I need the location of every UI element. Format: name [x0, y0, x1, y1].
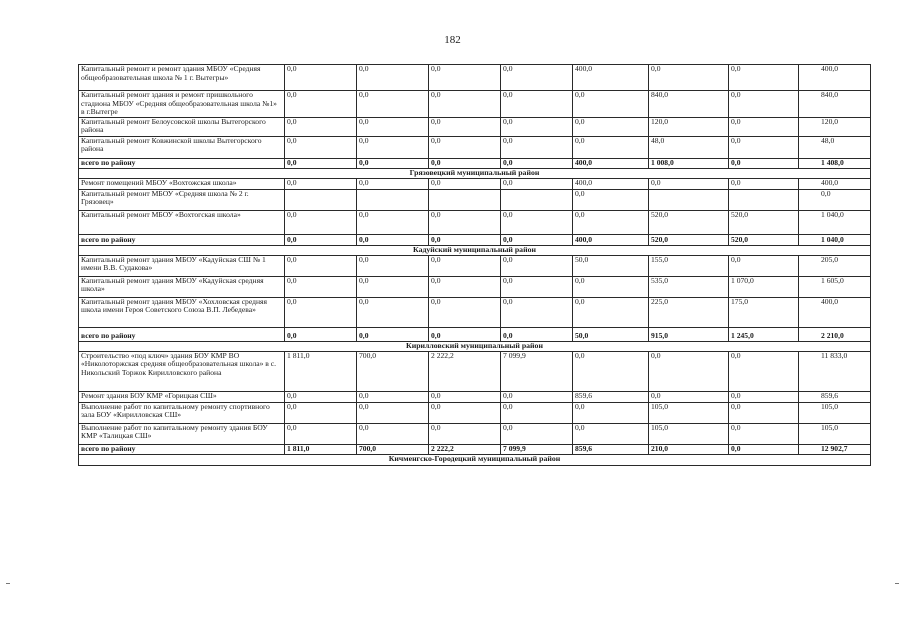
- project-name: Ремонт помещений МБОУ «Вохтожская школа»: [79, 178, 285, 189]
- project-name: Капитальный ремонт здания МБОУ «Хохловская средняя школа имени Героя Советского Союза В.П. Лебедева»: [79, 297, 285, 327]
- value-cell: 0,0: [285, 136, 357, 158]
- value-cell: 0,0: [573, 351, 649, 391]
- value-cell: 0,0: [357, 276, 429, 297]
- total-cell: 120,0: [799, 117, 871, 136]
- value-cell: 0,0: [573, 91, 649, 118]
- value-cell: 0,0: [357, 117, 429, 136]
- value-cell: 0,0: [357, 297, 429, 327]
- total-cell: 205,0: [799, 255, 871, 276]
- value-cell: 0,0: [573, 210, 649, 234]
- value-cell: 0,0: [573, 189, 649, 210]
- total-cell: 0,0: [799, 189, 871, 210]
- total-cell: 1 605,0: [799, 276, 871, 297]
- value-cell: 175,0: [729, 297, 799, 327]
- value-cell: 0,0: [501, 158, 573, 168]
- total-label: всего по району: [79, 234, 285, 245]
- value-cell: 0,0: [285, 297, 357, 327]
- value-cell: 0,0: [357, 158, 429, 168]
- total-cell: 840,0: [799, 91, 871, 118]
- project-name: Капитальный ремонт Ковжинской школы Вытегорского района: [79, 136, 285, 158]
- total-cell: 400,0: [799, 65, 871, 91]
- project-name: Капитальный ремонт МБОУ «Средняя школа № 2 г. Грязовец»: [79, 189, 285, 210]
- value-cell: 0,0: [429, 234, 501, 245]
- value-cell: 520,0: [729, 234, 799, 245]
- district-total-row: [79, 234, 871, 245]
- value-cell: [501, 189, 573, 210]
- value-cell: 0,0: [573, 402, 649, 423]
- total-label: всего по району: [79, 158, 285, 168]
- value-cell: 0,0: [501, 65, 573, 91]
- district-name: Грязовецкий муниципальный район: [79, 168, 871, 178]
- value-cell: 0,0: [573, 276, 649, 297]
- value-cell: 50,0: [573, 255, 649, 276]
- value-cell: 0,0: [357, 136, 429, 158]
- value-cell: 0,0: [429, 402, 501, 423]
- value-cell: 0,0: [429, 255, 501, 276]
- total-cell: 859,6: [799, 391, 871, 402]
- district-header-row: [79, 245, 871, 255]
- value-cell: 7 099,9: [501, 351, 573, 391]
- value-cell: 0,0: [649, 391, 729, 402]
- page-number: 182: [444, 34, 461, 46]
- value-cell: 0,0: [501, 297, 573, 327]
- value-cell: 0,0: [285, 210, 357, 234]
- value-cell: 1 245,0: [729, 327, 799, 341]
- district-header-row: [79, 341, 871, 351]
- scan-mark: [895, 583, 899, 584]
- district-name: Кирилловский муниципальный район: [79, 341, 871, 351]
- total-label: всего по району: [79, 444, 285, 454]
- value-cell: 0,0: [429, 297, 501, 327]
- value-cell: 0,0: [501, 327, 573, 341]
- value-cell: 0,0: [573, 423, 649, 444]
- value-cell: 0,0: [649, 351, 729, 391]
- value-cell: 0,0: [729, 351, 799, 391]
- value-cell: 0,0: [501, 276, 573, 297]
- value-cell: 1 070,0: [729, 276, 799, 297]
- district-total-row: [79, 444, 871, 454]
- project-name: Выполнение работ по капитальному ремонту спортивного зала БОУ «Кирилловская СШ»: [79, 402, 285, 423]
- total-cell: 105,0: [799, 423, 871, 444]
- value-cell: 0,0: [649, 65, 729, 91]
- value-cell: 0,0: [729, 91, 799, 118]
- table-row: [79, 117, 871, 136]
- value-cell: 0,0: [285, 327, 357, 341]
- value-cell: 0,0: [429, 91, 501, 118]
- value-cell: 0,0: [501, 117, 573, 136]
- value-cell: 0,0: [729, 444, 799, 454]
- district-name: Кичменгско-Городецкий муниципальный район: [79, 454, 871, 465]
- value-cell: 105,0: [649, 402, 729, 423]
- value-cell: 0,0: [501, 423, 573, 444]
- value-cell: 48,0: [649, 136, 729, 158]
- value-cell: 0,0: [729, 136, 799, 158]
- project-name: Ремонт здания БОУ КМР «Горицкая СШ»: [79, 391, 285, 402]
- value-cell: 840,0: [649, 91, 729, 118]
- value-cell: 0,0: [729, 178, 799, 189]
- value-cell: 0,0: [357, 210, 429, 234]
- value-cell: 0,0: [285, 234, 357, 245]
- value-cell: [357, 189, 429, 210]
- value-cell: 120,0: [649, 117, 729, 136]
- project-name: Капитальный ремонт здания МБОУ «Кадуйская средняя школа»: [79, 276, 285, 297]
- table-row: [79, 136, 871, 158]
- district-name: Кадуйский муниципальный район: [79, 245, 871, 255]
- value-cell: 0,0: [573, 117, 649, 136]
- value-cell: 0,0: [429, 391, 501, 402]
- table-row: [79, 255, 871, 276]
- total-cell: 48,0: [799, 136, 871, 158]
- value-cell: 0,0: [285, 276, 357, 297]
- table-row: [79, 178, 871, 189]
- value-cell: 0,0: [501, 91, 573, 118]
- district-total-row: [79, 327, 871, 341]
- total-label: всего по району: [79, 327, 285, 341]
- table-row: [79, 391, 871, 402]
- value-cell: 2 222,2: [429, 351, 501, 391]
- value-cell: 2 222,2: [429, 444, 501, 454]
- total-cell: 11 833,0: [799, 351, 871, 391]
- value-cell: 0,0: [357, 423, 429, 444]
- value-cell: 0,0: [573, 297, 649, 327]
- value-cell: 535,0: [649, 276, 729, 297]
- value-cell: 0,0: [501, 136, 573, 158]
- value-cell: 700,0: [357, 444, 429, 454]
- value-cell: 700,0: [357, 351, 429, 391]
- table-row: [79, 423, 871, 444]
- value-cell: 0,0: [285, 158, 357, 168]
- value-cell: 0,0: [429, 117, 501, 136]
- total-cell: 1 040,0: [799, 210, 871, 234]
- value-cell: 1 811,0: [285, 444, 357, 454]
- value-cell: 50,0: [573, 327, 649, 341]
- table-row: [79, 189, 871, 210]
- value-cell: 155,0: [649, 255, 729, 276]
- budget-table: [78, 64, 871, 466]
- value-cell: [429, 189, 501, 210]
- project-name: Строительство «под ключ» здания БОУ КМР ВО «Николоторжская средняя общеобразовательная школа» в с. Никольский Торжок Кирилловского района: [79, 351, 285, 391]
- project-name: Капитальный ремонт и ремонт здания МБОУ «Средняя общеобразовательная школа № 1 г. Вытегры»: [79, 65, 285, 91]
- value-cell: 0,0: [501, 402, 573, 423]
- value-cell: 400,0: [573, 178, 649, 189]
- value-cell: 0,0: [729, 423, 799, 444]
- value-cell: 520,0: [649, 234, 729, 245]
- table-row: [79, 351, 871, 391]
- value-cell: 400,0: [573, 234, 649, 245]
- value-cell: 520,0: [729, 210, 799, 234]
- value-cell: 1 811,0: [285, 351, 357, 391]
- value-cell: 0,0: [285, 65, 357, 91]
- total-cell: 400,0: [799, 178, 871, 189]
- value-cell: 0,0: [429, 327, 501, 341]
- district-header-row: [79, 168, 871, 178]
- value-cell: [729, 189, 799, 210]
- value-cell: 0,0: [285, 91, 357, 118]
- value-cell: 0,0: [501, 255, 573, 276]
- value-cell: 520,0: [649, 210, 729, 234]
- value-cell: 0,0: [357, 234, 429, 245]
- value-cell: 0,0: [501, 178, 573, 189]
- value-cell: 0,0: [285, 423, 357, 444]
- value-cell: 210,0: [649, 444, 729, 454]
- value-cell: 1 008,0: [649, 158, 729, 168]
- project-name: Капитальный ремонт здания и ремонт пришкольного стадиона МБОУ «Средняя общеобразовательная школа №1» в г.Вытегре: [79, 91, 285, 118]
- value-cell: 0,0: [357, 65, 429, 91]
- total-cell: 1 040,0: [799, 234, 871, 245]
- value-cell: 0,0: [429, 210, 501, 234]
- value-cell: 0,0: [501, 210, 573, 234]
- value-cell: 0,0: [357, 391, 429, 402]
- district-header-row: [79, 454, 871, 465]
- value-cell: 859,6: [573, 391, 649, 402]
- value-cell: 225,0: [649, 297, 729, 327]
- value-cell: 0,0: [729, 255, 799, 276]
- value-cell: 0,0: [285, 402, 357, 423]
- value-cell: 105,0: [649, 423, 729, 444]
- value-cell: 0,0: [357, 327, 429, 341]
- value-cell: [649, 189, 729, 210]
- value-cell: 859,6: [573, 444, 649, 454]
- value-cell: 0,0: [501, 391, 573, 402]
- value-cell: 0,0: [429, 276, 501, 297]
- value-cell: 915,0: [649, 327, 729, 341]
- value-cell: 0,0: [649, 178, 729, 189]
- value-cell: 0,0: [429, 178, 501, 189]
- total-cell: 400,0: [799, 297, 871, 327]
- total-cell: 105,0: [799, 402, 871, 423]
- value-cell: 0,0: [357, 255, 429, 276]
- project-name: Капитальный ремонт МБОУ «Вохтогская школа»: [79, 210, 285, 234]
- district-total-row: [79, 158, 871, 168]
- table-row: [79, 91, 871, 118]
- value-cell: 0,0: [729, 391, 799, 402]
- project-name: Капитальный ремонт Белоусовской школы Вытегорского района: [79, 117, 285, 136]
- value-cell: [285, 189, 357, 210]
- total-cell: 2 210,0: [799, 327, 871, 341]
- table-row: [79, 402, 871, 423]
- value-cell: 0,0: [429, 136, 501, 158]
- table-row: [79, 297, 871, 327]
- value-cell: 0,0: [573, 136, 649, 158]
- project-name: Капитальный ремонт здания МБОУ «Кадуйская СШ № 1 имени В.В. Судакова»: [79, 255, 285, 276]
- value-cell: 0,0: [501, 234, 573, 245]
- table-row: [79, 276, 871, 297]
- value-cell: 400,0: [573, 65, 649, 91]
- value-cell: 0,0: [357, 402, 429, 423]
- value-cell: 0,0: [729, 117, 799, 136]
- table-row: [79, 65, 871, 91]
- total-cell: 12 902,7: [799, 444, 871, 454]
- value-cell: 0,0: [357, 178, 429, 189]
- value-cell: 0,0: [729, 65, 799, 91]
- value-cell: 7 099,9: [501, 444, 573, 454]
- value-cell: 0,0: [285, 255, 357, 276]
- value-cell: 0,0: [285, 178, 357, 189]
- value-cell: 0,0: [729, 158, 799, 168]
- table-row: [79, 210, 871, 234]
- value-cell: 0,0: [729, 402, 799, 423]
- value-cell: 0,0: [285, 117, 357, 136]
- value-cell: 0,0: [357, 91, 429, 118]
- project-name: Выполнение работ по капитальному ремонту здания БОУ КМР «Талицкая СШ»: [79, 423, 285, 444]
- total-cell: 1 408,0: [799, 158, 871, 168]
- value-cell: 0,0: [429, 423, 501, 444]
- value-cell: 0,0: [285, 391, 357, 402]
- scan-mark: [6, 583, 10, 584]
- value-cell: 0,0: [429, 158, 501, 168]
- value-cell: 0,0: [429, 65, 501, 91]
- value-cell: 400,0: [573, 158, 649, 168]
